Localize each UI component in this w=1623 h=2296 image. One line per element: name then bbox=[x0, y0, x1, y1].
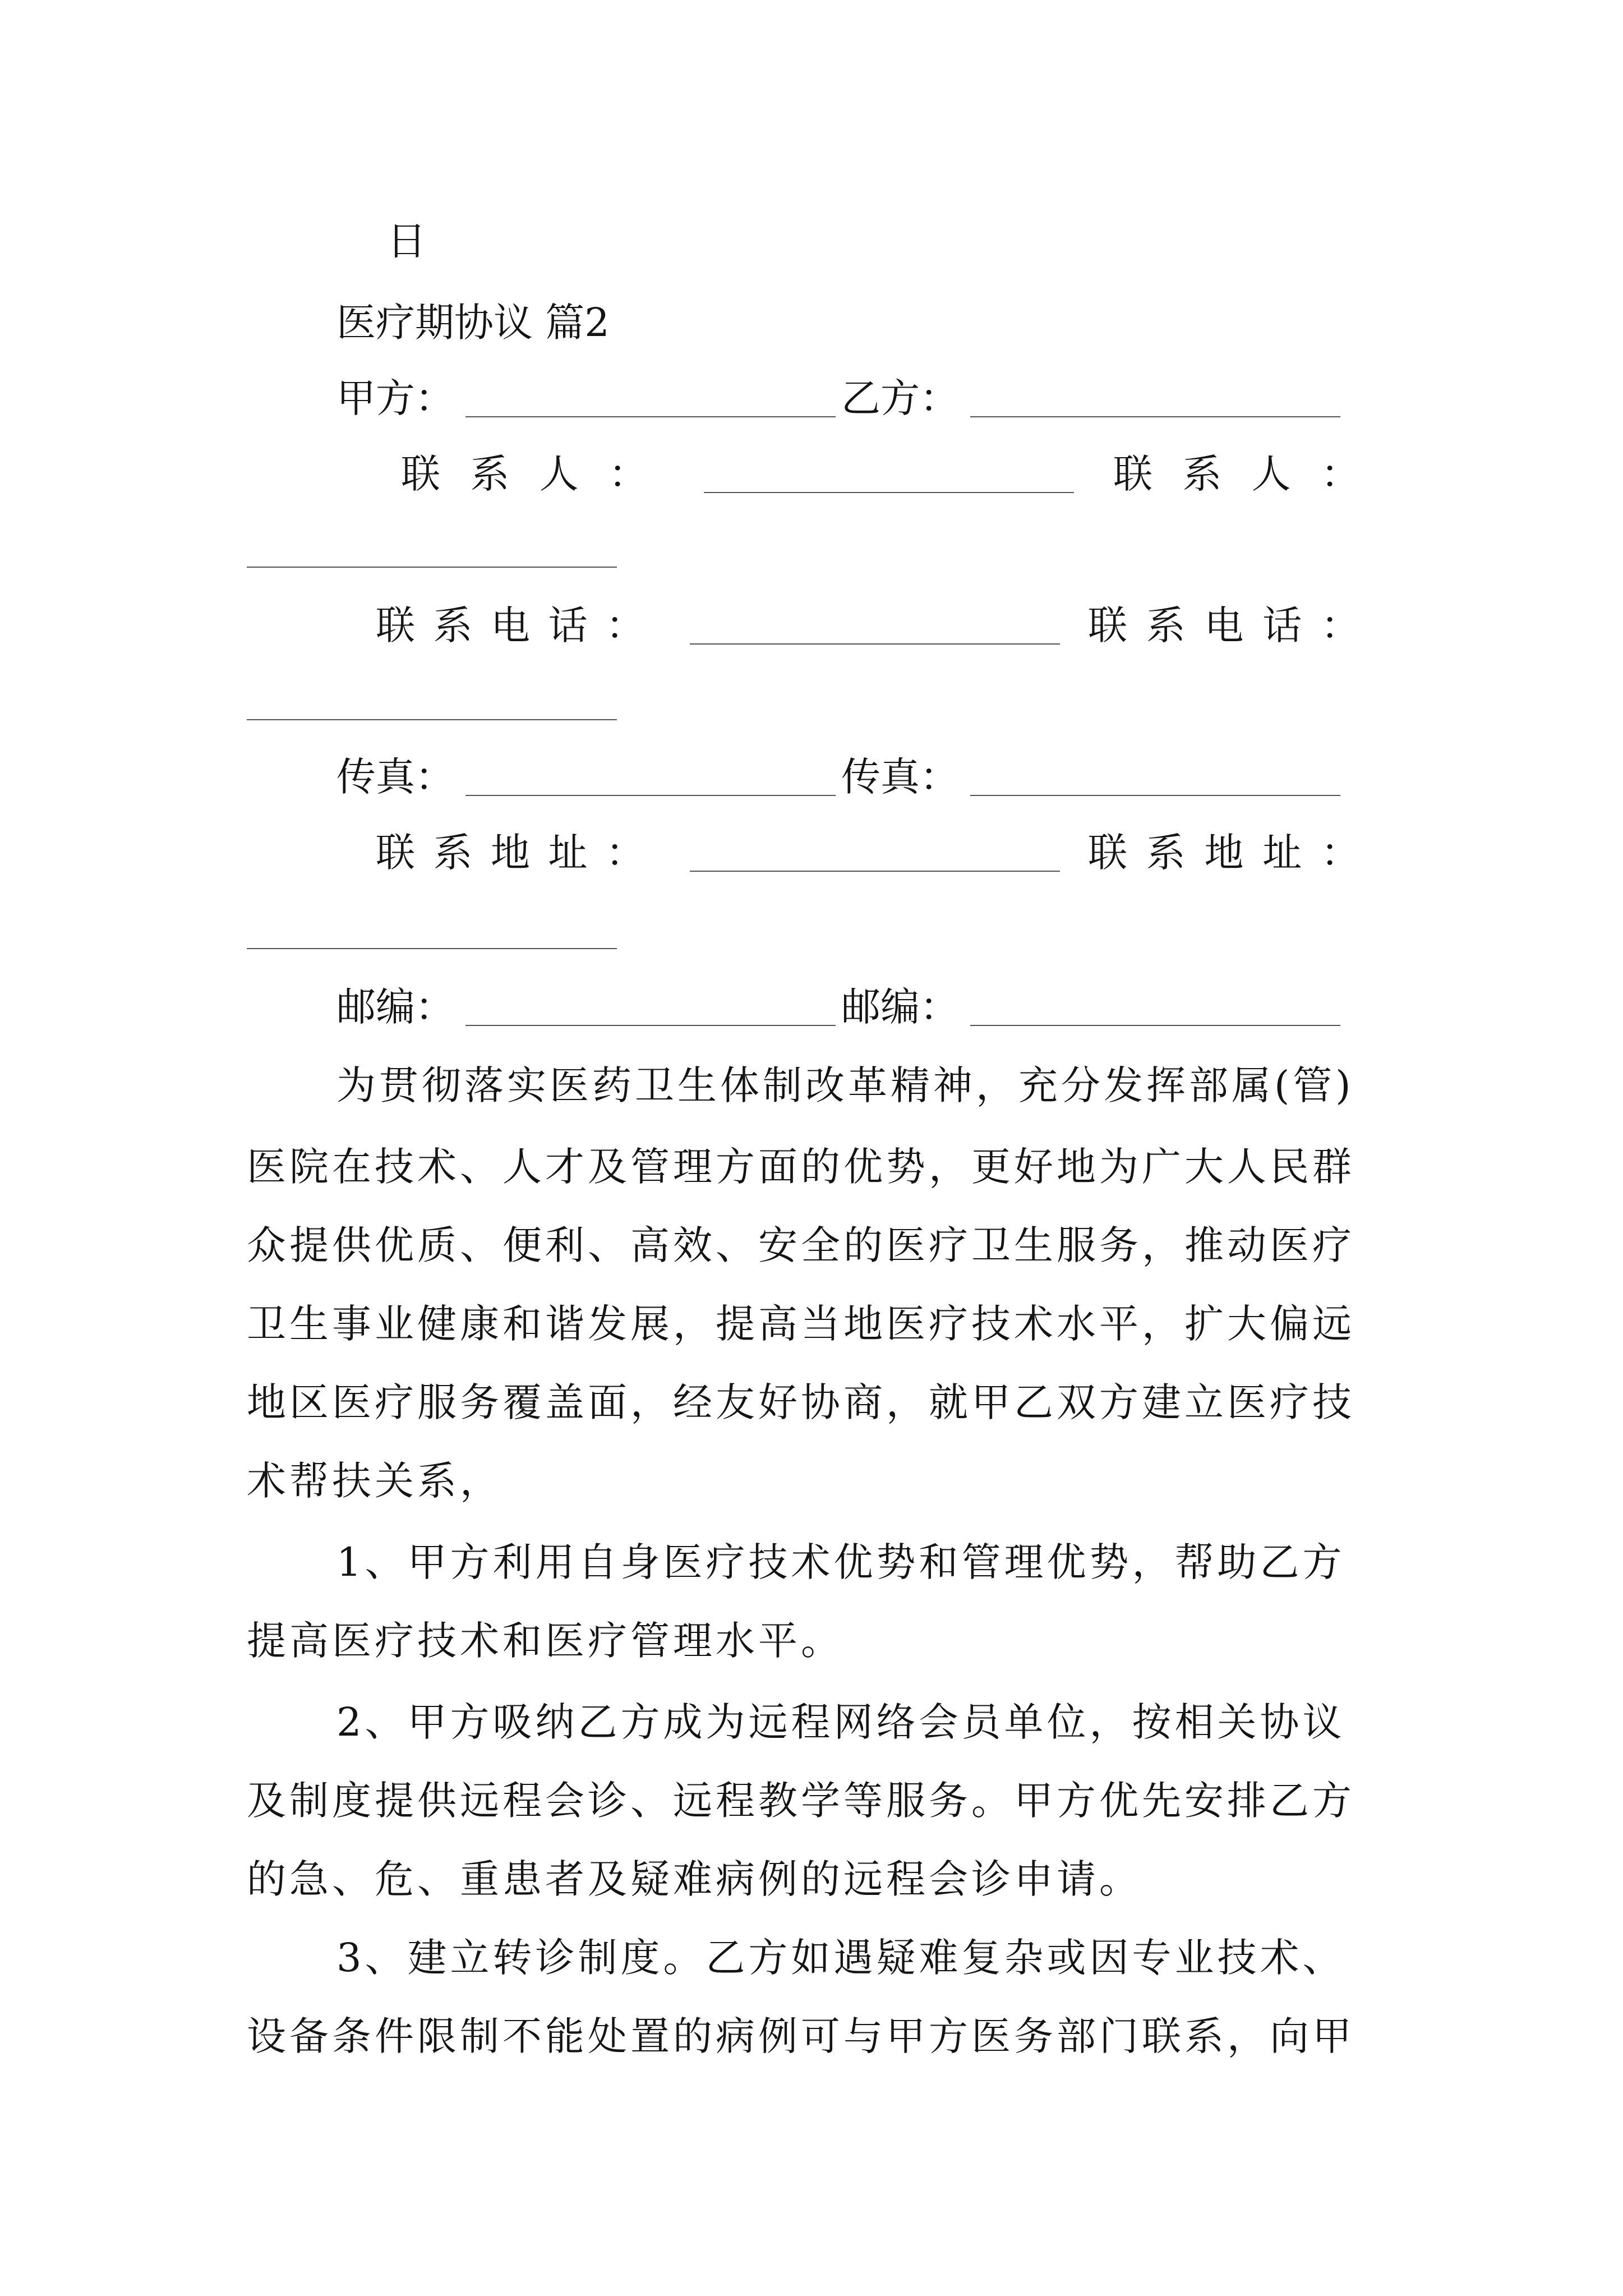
char: 系 bbox=[1146, 830, 1186, 876]
fax-b-label: 传真： bbox=[841, 754, 959, 800]
postcode-a-blank bbox=[465, 1025, 836, 1026]
document-title: 医疗期协议 篇2 bbox=[336, 300, 610, 346]
char: ： bbox=[1320, 451, 1360, 497]
char: 电 bbox=[491, 602, 530, 648]
item1-line: 1、甲方利用自身医疗技术优势和管理优势，帮助乙方 bbox=[336, 1539, 1345, 1585]
item1-line: 提高医疗技术和医疗管理水平。 bbox=[247, 1618, 843, 1664]
intro-line: 众提供优质、便利、高效、安全的医疗卫生服务，推动医疗 bbox=[247, 1222, 1355, 1268]
char: ： bbox=[608, 451, 648, 497]
contact-phone-a-blank bbox=[690, 643, 1060, 645]
char: ： bbox=[606, 602, 645, 648]
contact-phone-a-label bbox=[376, 597, 645, 654]
party-a-blank bbox=[465, 416, 836, 417]
contact-address-b-label bbox=[1088, 825, 1360, 881]
postcode-b-label: 邮编： bbox=[841, 984, 959, 1030]
fax-b-blank bbox=[970, 795, 1340, 796]
char: 电 bbox=[1204, 602, 1244, 648]
party-a-label: 甲方： bbox=[336, 375, 454, 421]
item3-line: 3、建立转诊制度。乙方如遇疑难复杂或因专业技术、 bbox=[336, 1935, 1345, 1981]
char: 联 bbox=[1088, 602, 1127, 648]
contact-address-b-blank bbox=[247, 948, 617, 949]
char: 地 bbox=[1204, 830, 1244, 876]
char: ： bbox=[1321, 602, 1360, 648]
fax-a-label: 传真： bbox=[336, 754, 454, 800]
char: 话 bbox=[548, 602, 588, 648]
char: 联 bbox=[1113, 451, 1152, 497]
char: 话 bbox=[1262, 602, 1302, 648]
char: 联 bbox=[376, 830, 415, 876]
char: 人 bbox=[1251, 451, 1291, 497]
fax-a-blank bbox=[465, 795, 836, 796]
postcode-a-label: 邮编： bbox=[336, 984, 454, 1030]
party-b-label: 乙方： bbox=[841, 375, 959, 421]
contact-phone-b-label bbox=[1088, 597, 1360, 654]
item2-line: 的急、危、重患者及疑难病例的远程会诊申请。 bbox=[247, 1856, 1142, 1902]
contact-phone-b-blank bbox=[247, 719, 617, 720]
item2-line: 2、甲方吸纳乙方成为远程网络会员单位，按相关协议 bbox=[336, 1699, 1345, 1745]
contact-address-a-label bbox=[376, 825, 645, 881]
char: 地 bbox=[491, 830, 530, 876]
intro-line: 医院在技术、人才及管理方面的优势，更好地为广大人民群 bbox=[247, 1144, 1355, 1190]
contact-person-a-label bbox=[401, 446, 648, 502]
intro-line: 卫生事业健康和谐发展，提高当地医疗技术水平，扩大偏远 bbox=[247, 1301, 1355, 1347]
char: 址 bbox=[1262, 830, 1302, 876]
char: 系 bbox=[470, 451, 510, 497]
char: 系 bbox=[433, 602, 473, 648]
date-tail: 日 bbox=[387, 218, 426, 264]
char: ： bbox=[606, 830, 645, 876]
char: 址 bbox=[548, 830, 588, 876]
item3-line: 设备条件限制不能处置的病例可与甲方医务部门联系，向甲 bbox=[247, 2013, 1355, 2059]
intro-line: 地区医疗服务覆盖面，经友好协商，就甲乙双方建立医疗技 bbox=[247, 1379, 1355, 1425]
char: 联 bbox=[376, 602, 415, 648]
intro-line: 为贯彻落实医药卫生体制改革精神，充分发挥部属(管) bbox=[336, 1062, 1354, 1108]
contact-address-a-blank bbox=[690, 871, 1060, 872]
intro-line: 术帮扶关系， bbox=[247, 1458, 502, 1504]
char: 人 bbox=[539, 451, 579, 497]
party-b-blank bbox=[970, 416, 1340, 417]
postcode-b-blank bbox=[970, 1025, 1340, 1026]
contact-person-a-blank bbox=[704, 492, 1074, 493]
item2-line: 及制度提供远程会诊、远程教学等服务。甲方优先安排乙方 bbox=[247, 1778, 1355, 1824]
char: 联 bbox=[1088, 830, 1127, 876]
char: 系 bbox=[433, 830, 473, 876]
contact-person-b-blank bbox=[247, 567, 617, 568]
char: ： bbox=[1321, 830, 1360, 876]
char: 系 bbox=[1146, 602, 1186, 648]
char: 系 bbox=[1182, 451, 1222, 497]
char: 联 bbox=[401, 451, 440, 497]
contact-person-b-label bbox=[1113, 446, 1360, 502]
